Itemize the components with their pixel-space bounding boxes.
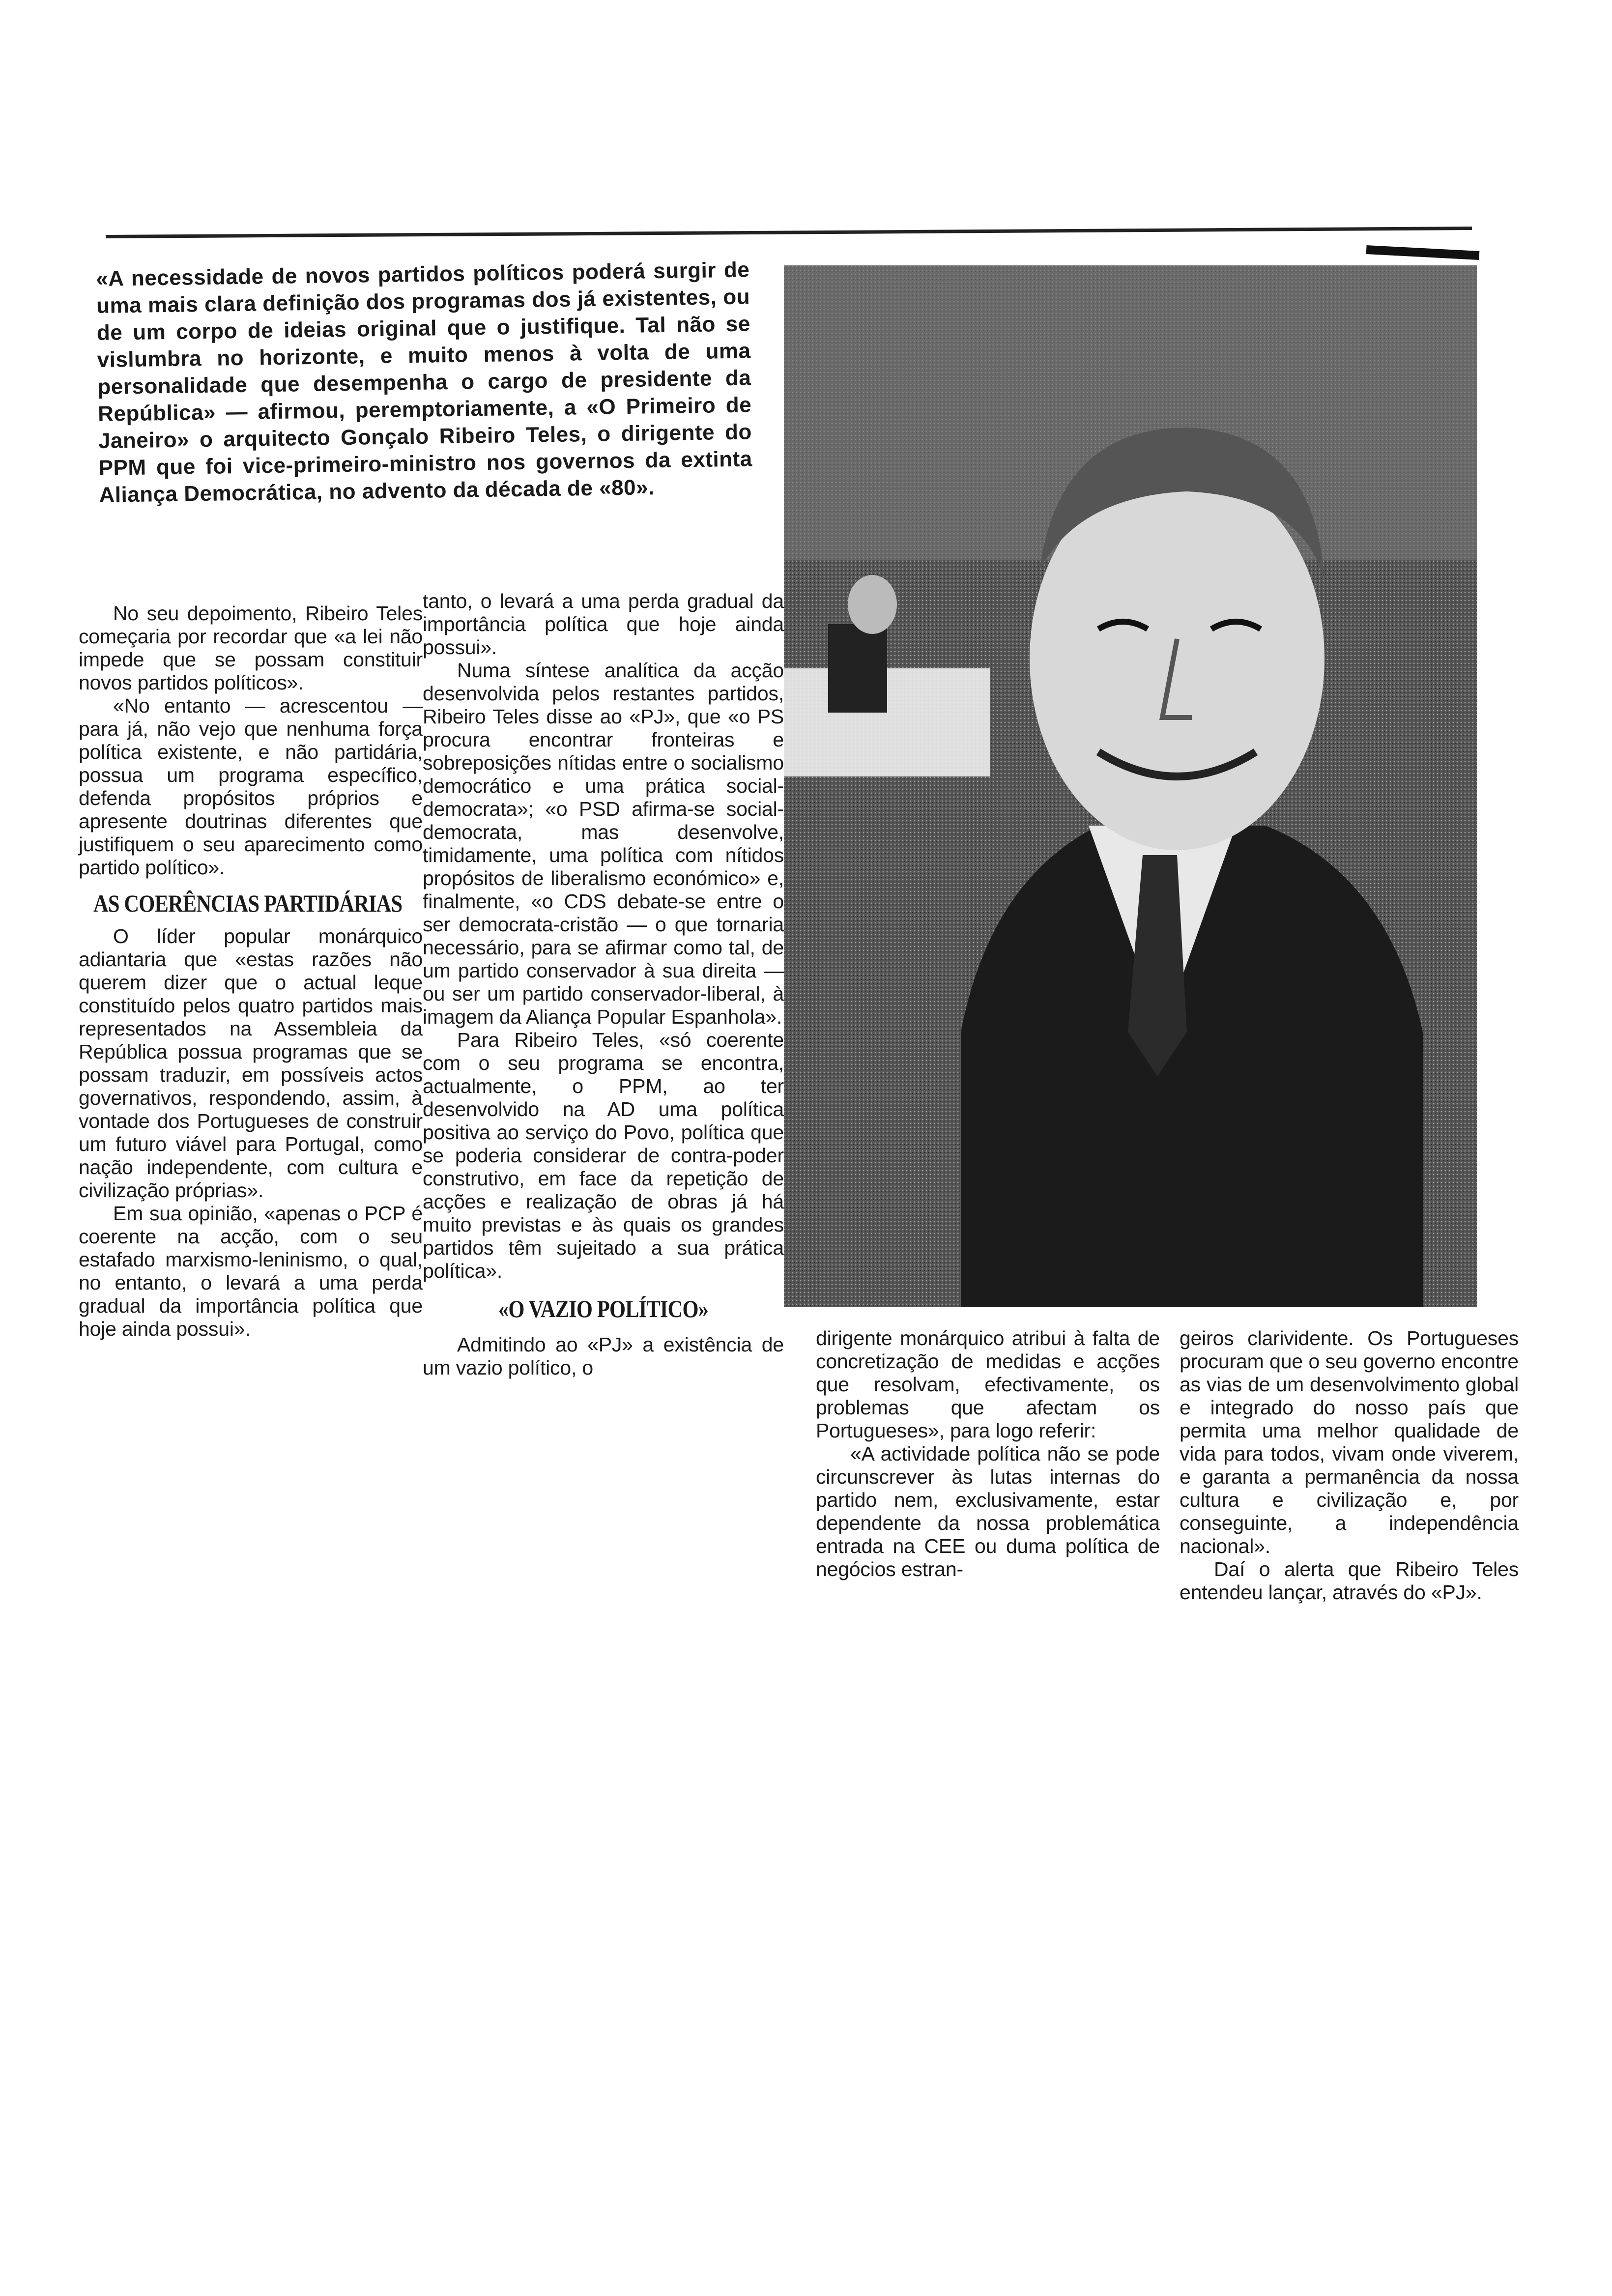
col3-paragraph-2: «A actividade política não se pode circunscrever às lutas internas do partido nem, exclusivamente, estar dependente da nossa problemática entrada na CEE ou duma política de negócios estran- (816, 1442, 1160, 1580)
column-1 (79, 602, 423, 1341)
col2-paragraph-0: tanto, o levará a uma perda gradual da importância política que hoje ainda possui». (423, 590, 784, 659)
top-rule (106, 227, 1472, 238)
col2-paragraph-2: Para Ribeiro Teles, «só coerente com o seu programa se encontra, actualmente, o PPM, ao ter desenvolvido na AD uma política positiva ao serviço do Povo, política que se poderia considerar de contra-poder construtivo, em face da repetição de acções e realização de obras já há muito previstas e às quais os grandes partidos têm sujeitado a sua prática política». (423, 1029, 784, 1282)
col2-paragraph-1: Numa síntese analítica da acção desenvolvida pelos restantes partidos, Ribeiro Teles disse ao «PJ», que «o PS procura encontrar fronteiras e sobreposições nítidas entre o socialismo democrático e uma prática social-democrata»; «o PSD afirma-se social-democrata, mas desenvolve, timidamente, uma política com nítidos propósitos de liberalismo económico» e, finalmente, «o CDS debate-se entre o ser democrata-cristão — o que tornaria necessário, para se afirmar como tal, de um partido conservador à sua direita — ou ser um partido conservador-liberal, à imagem da Aliança Popular Espanhola». (423, 659, 784, 1028)
col4-paragraph-1: geiros clarividente. Os Portugueses procuram que o seu governo encontre as vias de um desenvolvimento global e integrado do nosso país que permita uma melhor qualidade de vida para todos, vivam onde viverem, e garanta a permanência da nossa cultura e civilização e, por conseguinte, a independência nacional». (1180, 1327, 1519, 1557)
column-4 (1180, 1327, 1519, 1604)
portrait-image (784, 265, 1477, 1307)
section-heading-coerencias: AS COERÊNCIAS PARTIDÁRIAS (93, 890, 403, 917)
col2-paragraph-3: Admitindo ao «PJ» a existência de um vazio político, o (423, 1333, 784, 1379)
column-2 (423, 590, 784, 1379)
lead-paragraph: «A necessidade de novos partidos políticos poderá surgir de uma mais clara definição dos programas dos já existentes, ou de um corpo de ideias original que o justifique. Tal não se vislumbra no horizonte, e muito menos à volta de uma personalidade que desempenha o cargo de presidente da República» — afirmou, peremptoriamente, a «O Primeiro de Janeiro» o arquitecto Gonçalo Ribeiro Teles, o dirigente do PPM que foi vice-primeiro-ministro nos governos da extinta Aliança Democrática, no advento da década de «80». (96, 258, 752, 507)
portrait-photo (784, 265, 1477, 1307)
col1-paragraph-2: «No entanto — acrescentou — para já, não vejo que nenhuma força política existente, e não partidária, possua um programa específico, defenda propósitos próprios e apresente doutrinas diferentes que justifiquem o seu aparecimento como partido político». (79, 694, 423, 879)
col3-paragraph-1: dirigente monárquico atribui à falta de concretização de medidas e acções que resolvam, efectivamente, os problemas que afectam os Portugueses», para logo referir: (816, 1327, 1160, 1442)
col1-paragraph-1: No seu depoimento, Ribeiro Teles começaria por recordar que «a lei não impede que se possam constituir novos partidos políticos». (79, 602, 423, 694)
col1-paragraph-4: Em sua opinião, «apenas o PCP é coerente na acção, com o seu estafado marxismo-leninismo, o qual, no entanto, o levará a uma perda gradual da importância política que hoje ainda possui». (79, 1202, 423, 1340)
col4-paragraph-2: Daí o alerta que Ribeiro Teles entendeu lançar, através do «PJ». (1180, 1558, 1519, 1604)
corner-mark (1366, 245, 1480, 260)
col1-paragraph-3: O líder popular monárquico adiantaria que «estas razões não querem dizer que o actual leque constituído pelos quatro partidos mais representados na Assembleia da República possua programas que se possam traduzir, em possíveis actos governativos, respondendo, assim, à vontade dos Portugueses de construir um futuro viável para Portugal, como nação independente, com cultura e civilização próprias». (79, 925, 423, 1202)
column-3 (816, 1327, 1160, 1581)
section-heading-vazio: «O VAZIO POLÍTICO» (498, 1295, 709, 1322)
